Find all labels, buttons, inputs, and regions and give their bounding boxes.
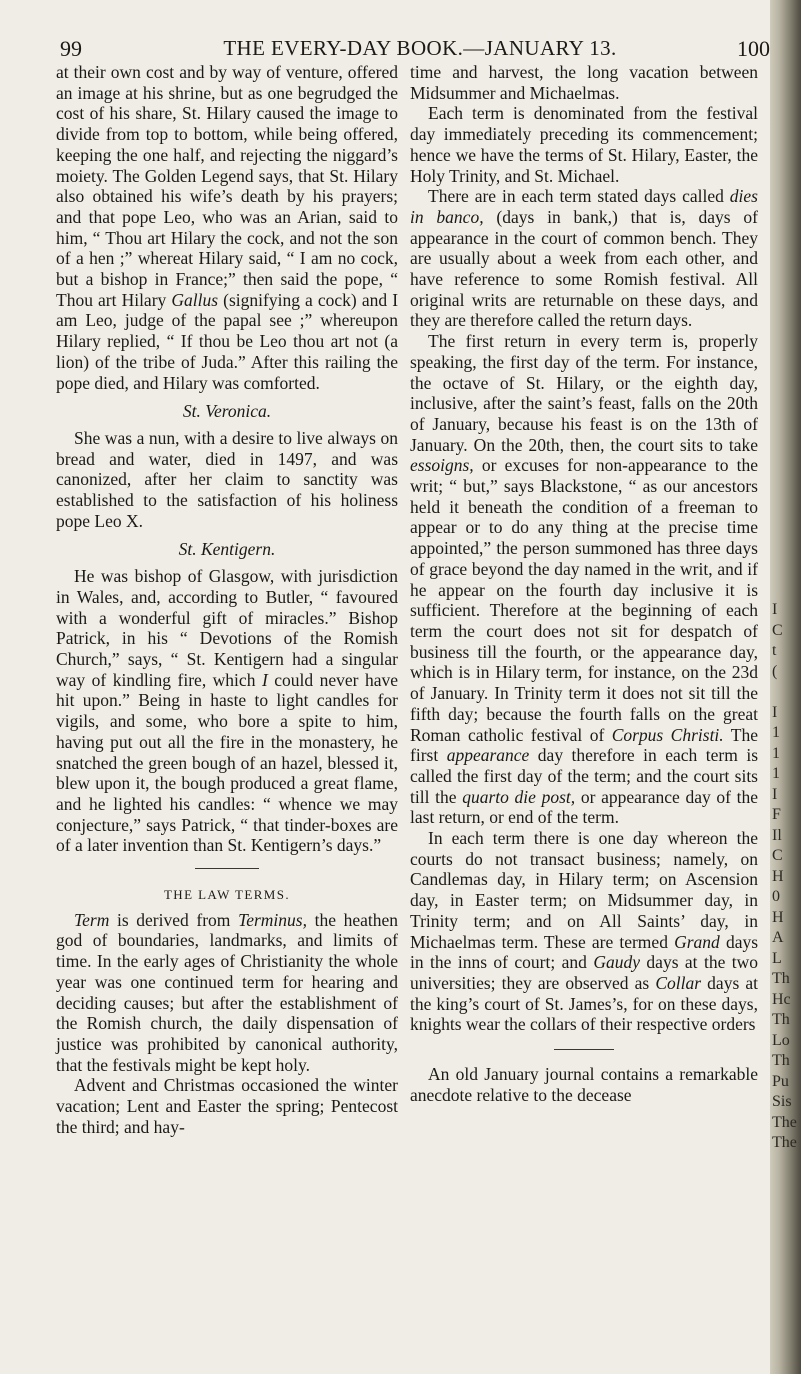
- page-header: [60, 18, 770, 61]
- veronica-paragraph: She was a nun, with a desire to live always on bread and water, died in 1497, and was canonized, after her claim to sanctity was established to the satisfaction of his holiness pope Leo X.: [56, 427, 398, 531]
- facing-page-fragment: (: [772, 662, 778, 680]
- facing-page-fragment: L: [772, 949, 782, 967]
- facing-page-fragment: The: [772, 1134, 797, 1151]
- facing-page-fragment: Pu: [772, 1072, 789, 1090]
- facing-page-fragment: 1: [772, 744, 780, 762]
- term-paragraph: Term is derived from Terminus, the heathen god of boundaries, landmarks, and limits of time. In the early ages of Christianity the whole year was one continued term for hearing and deciding causes; but after the establishment of the Romish church, the daily dispensation of justice was prohibited by canonical authority, that the festivals might be kept holy.: [56, 909, 399, 1075]
- grand-days-paragraph: In each term there is one day whereon the courts do not transact business; namely, on Candlemas day, in Hilary term; on Ascension day, in Easter term; on Midsummer day, in Trinity term; and on All Saints’ day, in Michaelmas term. These are termed Grand days in the inns of court; and Gaudy days at the two universities; they are observed as Collar days at the king’s court of St. James’s, for on these days, knights wear the collars of their respective orders: [410, 828, 759, 1035]
- facing-page-fragment: H: [772, 908, 784, 926]
- facing-page-fragment: H: [772, 867, 784, 885]
- facing-page-fragment: Sis: [772, 1093, 792, 1110]
- facing-page-fragment: 1: [772, 724, 780, 741]
- right-column: [410, 62, 758, 1105]
- january-journal-paragraph: An old January journal contains a remarkable anecdote relative to the decease: [410, 1064, 758, 1105]
- facing-page-fragment: F: [772, 806, 781, 823]
- facing-page-fragment: A: [772, 929, 784, 946]
- facing-page-fragment: Hc: [772, 990, 791, 1008]
- facing-page-fragment: The: [772, 1113, 797, 1131]
- facing-page-fragment: 0: [772, 888, 780, 905]
- heading-st-veronica: St. Veronica.: [182, 401, 272, 422]
- advent-paragraph: Advent and Christmas occasioned the winter vacation; Lent and Easter the spring; Pentecost the third; and hay-: [56, 1075, 398, 1137]
- page-number-left: 99: [60, 36, 82, 61]
- facing-page-fragment: Il: [772, 826, 782, 844]
- facing-page-fragment: [772, 682, 800, 703]
- facing-page-fragment: Th: [772, 1052, 790, 1069]
- page-number-right: 100: [737, 36, 770, 61]
- facing-page-fragment: I: [772, 703, 778, 721]
- first-return-paragraph: The first return in every term is, properly speaking, the first day of the term. For instance, the octave of St. Hilary, or the eighth day, inclusive, after the saint’s feast, falls on the 20th of January, because his feast is on the 13th of January. On the 20th, then, the court sits to take essoigns, or excuses for non-appearance to the writ; “ but,” says Blackstone, “ as our ancestors held it beneath the condition of a freeman to appear or to do any thing at the precise time appointed,” the person summoned has three days of grace beyond the day named in the writ, and if he appear on the fourth day inclusive it is sufficient. Therefore at the beginning of each term the court does not sit for despatch of business till the fourth, or the appearance day, which is in Hilary term, for instance, on the 23d of January. In Trinity term it does not sit till the fifth day; because the fourth falls on the great Roman catholic festival of Corpus Christi. The first appearance day therefore in each term is called the first day of the term; and the court sits till the quarto die post, or appearance day of the last return, or end of the term.: [410, 331, 759, 828]
- facing-page-fragment: C: [772, 847, 783, 864]
- hilary-paragraph: at their own cost and by way of venture, offered an image at his shrine, but as one begrudged the cost of his share, St. Hilary caused the image to divide from top to bottom, while being offered, keeping the one half, and rejecting the niggard’s moiety. The Golden Legend says, that St. Hilary also obtained his wife’s death by his prayers; and that pope Leo, who was an Arian, said to him, “ Thou art Hilary the cock, and not the son of a hen ;” whereat Hilary said, “ I am no cock, but a bishop in France;” then said the pope, “ Thou art Hilary Gallus (signifying a cock) and I am Leo, judge of the papal see ;” whereupon Hilary replied, “ If thou be Leo thou art not (a lion) of the tribe of Juda.” After this railing the pope died, and Hilary was comforted.: [56, 62, 399, 393]
- facing-page-fragment: I: [772, 601, 778, 618]
- facing-page-fragment: C: [772, 621, 783, 639]
- left-column: [56, 62, 398, 1137]
- heading-law-terms: THE LAW TERMS.: [163, 887, 291, 903]
- vacation-paragraph: time and harvest, the long vacation between Midsummer and Michaelmas.: [410, 62, 758, 103]
- heading-st-kentigern: St. Kentigern.: [178, 539, 276, 560]
- kentigern-paragraph: He was bishop of Glasgow, with jurisdiction in Wales, and, according to Butler, “ favoured with a wonderful gift of miracles.” Bishop Patrick, in his “ Devotions of the Romish Church,” says, “ St. Kentigern had a singular way of kindling fire, which I could never have hit upon.” Being in haste to light candles for vigils, and some, who bore a spite to him, having put out all the fire in the monastery, he snatched the green bough of an hazel, blessed it, blew upon it, the bough produced a great flame, and he lighted his candles: “ whence we may conjecture,” says Patrick, “ that tinder-boxes are of a later invention than St. Kentigern’s days.”: [56, 566, 399, 856]
- facing-page-fragment: Lo: [772, 1031, 790, 1049]
- running-title: THE EVERY-DAY BOOK.—JANUARY 13.: [223, 36, 617, 60]
- facing-page-fragment: t: [772, 642, 777, 659]
- section-divider: [195, 868, 259, 869]
- facing-page-fragment: 1: [772, 765, 780, 782]
- facing-page-fragment: I: [772, 785, 778, 803]
- facing-page-fragment: Th: [772, 970, 790, 987]
- facing-page-fragments: [772, 600, 800, 1154]
- section-divider-right: [554, 1049, 614, 1050]
- term-names-paragraph: Each term is denominated from the festival day immediately preceding its commencement; hence we have the terms of St. Hilary, Easter, the Holy Trinity, and St. Michael.: [410, 103, 758, 186]
- facing-page-fragment: Th: [772, 1011, 790, 1028]
- dies-in-banco-paragraph: There are in each term stated days called dies in banco, (days in bank,) that is, days of appearance in the court of common bench. They are usually about a week from each other, and have reference to some Romish festival. All original writs are returnable on these days, and they are therefore called the return days.: [410, 186, 758, 331]
